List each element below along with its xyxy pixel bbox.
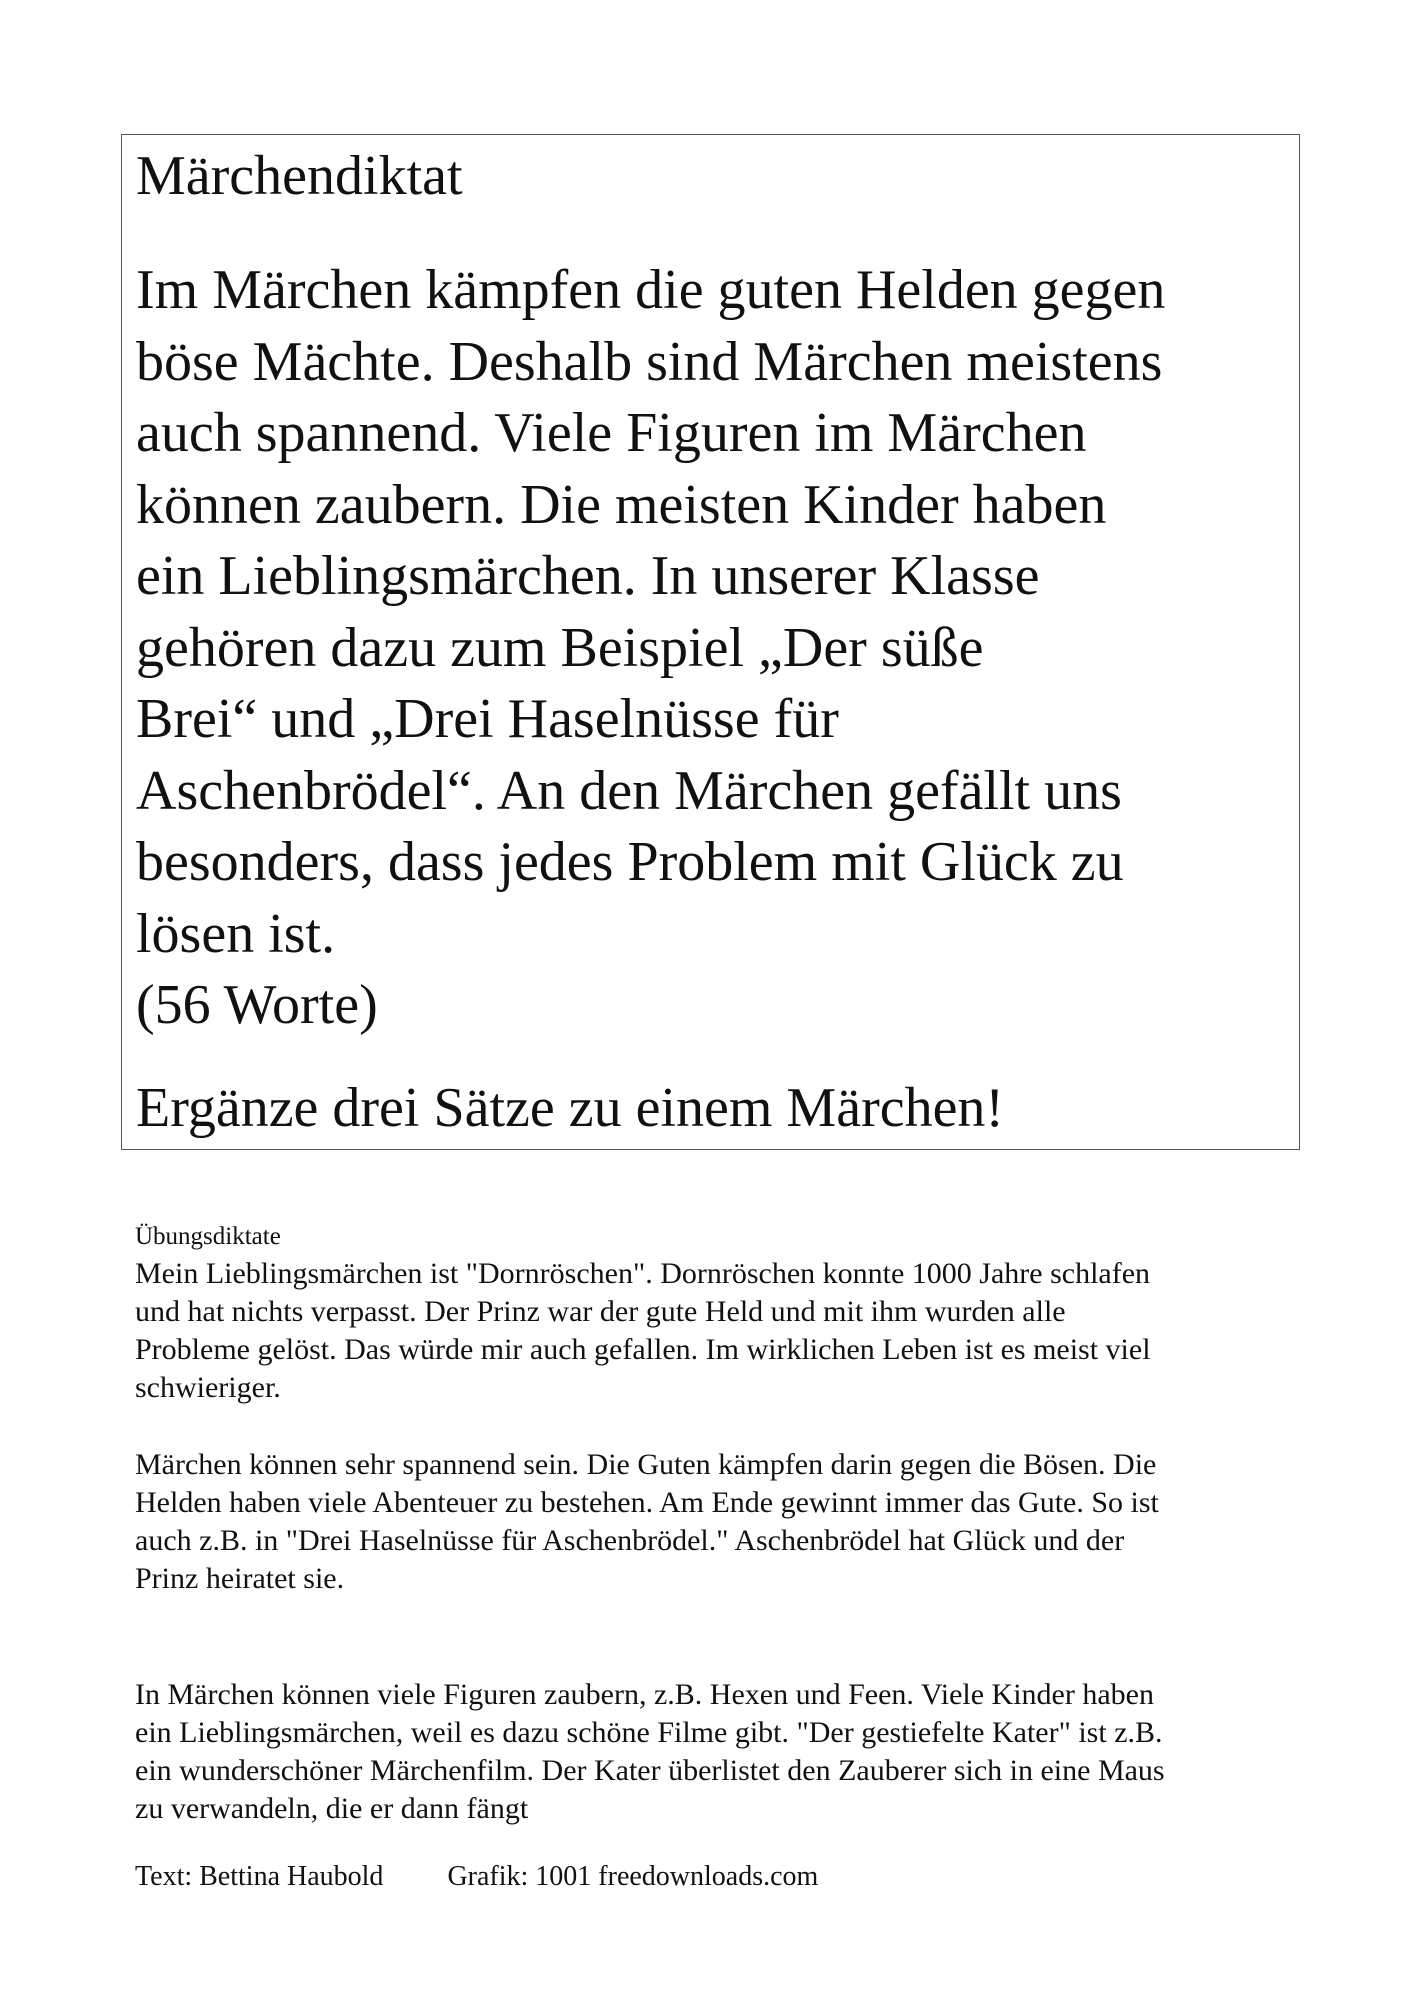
paragraph-line: Mein Lieblingsmärchen ist "Dornröschen". Dornröschen konnte 1000 Jahre schlafen [135, 1257, 1151, 1290]
word-count: (56 Worte) [136, 974, 378, 1036]
exercises-label: Übungsdiktate [135, 1223, 281, 1250]
paragraph-line: ein Lieblingsmärchen, weil es dazu schöne Filme gibt. "Der gestiefelte Kater" ist z.B. [135, 1716, 1163, 1749]
dictation-line: besonders, dass jedes Problem mit Glück zu [136, 831, 1124, 893]
exercise-paragraph-2 [135, 1446, 1159, 1598]
dictation-line: Brei“ und „Drei Haselnüsse für [136, 688, 839, 750]
page-title: Märchendiktat [136, 145, 463, 207]
task-instruction: Ergänze drei Sätze zu einem Märchen! [136, 1077, 1005, 1139]
paragraph-line: Probleme gelöst. Das würde mir auch gefallen. Im wirklichen Leben ist es meist viel [135, 1333, 1151, 1366]
dictation-line: ein Lieblingsmärchen. In unserer Klasse [136, 545, 1040, 607]
paragraph-line: Helden haben viele Abenteuer zu bestehen. Am Ende gewinnt immer das Gute. So ist [135, 1486, 1159, 1519]
paragraph-line: auch z.B. in "Drei Haselnüsse für Aschenbrödel." Aschenbrödel hat Glück und der [135, 1524, 1125, 1557]
exercise-paragraph-3 [135, 1676, 1165, 1828]
dictation-text [136, 255, 1165, 1042]
text-credit: Text: Bettina Haubold [135, 1861, 384, 1892]
dictation-line: auch spannend. Viele Figuren im Märchen [136, 402, 1087, 464]
dictation-line: gehören dazu zum Beispiel „Der süße [136, 616, 984, 679]
exercise-paragraph-1 [135, 1255, 1151, 1407]
paragraph-line: In Märchen können viele Figuren zaubern, z.B. Hexen und Feen. Viele Kinder haben [135, 1678, 1154, 1711]
paragraph-line: Märchen können sehr spannend sein. Die Guten kämpfen darin gegen die Bösen. Die [135, 1448, 1157, 1481]
paragraph-line: ein wunderschöner Märchenfilm. Der Kater überlistet den Zauberer sich in eine Maus [135, 1754, 1165, 1787]
dictation-line: Aschenbrödel“. An den Märchen gefällt uns [136, 759, 1122, 822]
paragraph-line: und hat nichts verpasst. Der Prinz war der gute Held und mit ihm wurden alle [135, 1295, 1066, 1328]
dictation-line: Im Märchen kämpfen die guten Helden gegen [136, 259, 1166, 321]
paragraph-line: schwieriger. [135, 1371, 281, 1404]
dictation-line: lösen ist. [136, 902, 336, 965]
dictation-box [121, 134, 1300, 1150]
graphic-credit: Grafik: 1001 freedownloads.com [447, 1861, 819, 1892]
paragraph-line: zu verwandeln, die er dann fängt [135, 1792, 529, 1825]
credits-footer [135, 1860, 818, 1894]
paragraph-line: Prinz heiratet sie. [135, 1562, 345, 1595]
dictation-line: können zaubern. Die meisten Kinder haben [136, 473, 1107, 536]
dictation-line: böse Mächte. Deshalb sind Märchen meistens [136, 330, 1163, 393]
